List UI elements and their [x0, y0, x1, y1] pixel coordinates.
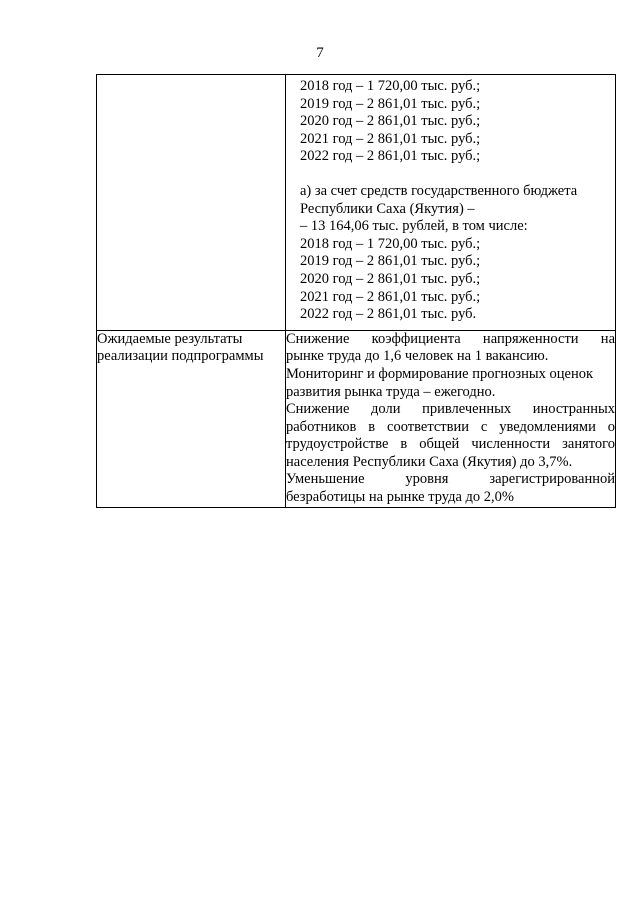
budget-heading: а) за счет средств государственного бюджета: [300, 182, 578, 199]
budget-total: – 13 164,06 тыс. рублей, в том числе:: [300, 218, 528, 235]
page-number: 7: [316, 45, 324, 61]
year-line: 2019 год – 2 861,01 тыс. руб.;: [300, 253, 481, 270]
result-item: Снижение доли привлеченных иностранных: [286, 401, 615, 418]
year-line: 2021 год – 2 861,01 тыс. руб.;: [300, 288, 481, 305]
year-line: 2021 год – 2 861,01 тыс. руб.;: [300, 130, 481, 147]
subprogram-passport-table: [96, 74, 616, 508]
results-label: реализации подпрограммы: [97, 348, 264, 365]
result-item: населения Республики Саха (Якутия) до 3,7%.: [286, 453, 573, 470]
year-line: 2022 год – 2 861,01 тыс. руб.;: [300, 148, 481, 165]
spacer: [300, 166, 611, 183]
result-item: рынке труда до 1,6 человек на 1 вакансию.: [286, 348, 549, 365]
year-line: 2019 год – 2 861,01 тыс. руб.;: [300, 95, 481, 112]
year-line: 2020 год – 2 861,01 тыс. руб.;: [300, 270, 481, 287]
funding-value-cell: [286, 75, 616, 331]
result-item: работников в соответствии с уведомлениями о: [286, 418, 615, 435]
result-item: безработицы на рынке труда до 2,0%: [286, 489, 514, 506]
results-value-cell: [286, 330, 616, 507]
year-line: 2018 год – 1 720,00 тыс. руб.;: [300, 78, 481, 94]
year-line: 2022 год – 2 861,01 тыс. руб.: [300, 306, 477, 323]
result-item: Снижение коэффициента напряженности на: [286, 330, 615, 347]
result-item: Уменьшение уровня зарегистрированной: [286, 471, 615, 488]
table-row-results: [97, 330, 616, 507]
year-line: 2020 год – 2 861,01 тыс. руб.;: [300, 113, 481, 130]
budget-heading: Республики Саха (Якутия) –: [300, 200, 475, 217]
result-item: развития рынка труда – ежегодно.: [286, 383, 496, 400]
funding-label-cell: [97, 75, 286, 331]
results-label-cell: [97, 330, 286, 507]
results-label: Ожидаемые результаты: [97, 330, 243, 347]
table-row-funding: [97, 75, 616, 331]
year-line: 2018 год – 1 720,00 тыс. руб.;: [300, 235, 481, 252]
result-item: трудоустройстве в общей численности занятого: [286, 436, 615, 453]
result-item: Мониторинг и формирование прогнозных оценок: [286, 365, 594, 382]
